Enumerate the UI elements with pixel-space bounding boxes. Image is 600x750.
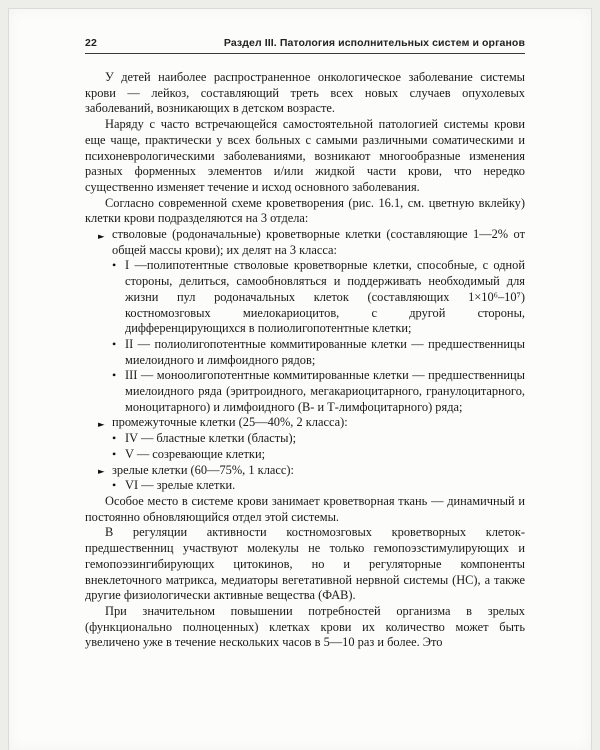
list-item-text: зрелые клетки (60—75%, 1 класс): [112,462,294,477]
dot-bullet-icon: • [112,336,117,351]
header-rule [85,53,525,54]
dot-bullet-icon: • [112,431,117,446]
list-item [85,431,525,447]
list-item [85,415,525,431]
dot-bullet-icon: • [112,368,117,383]
page-content [9,9,591,651]
page-number: 22 [85,37,97,49]
running-title: Раздел III. Патология исполнительных систем и органов [223,37,525,49]
paragraph: В регуляции активности костномозговых кроветворных клеток-предшественниц участвуют молекулы не только гемопоэзстимулирующих и гемопоэзингибирующих цитокинов, но и регуляторные компоненты внеклеточного матрикса, медиаторы вегетативной нервной системы (НС), а также другие физиологически активные вещества (ФАВ). [85,525,525,603]
list-item-text: промежуточные клетки (25—40%, 2 класса): [112,415,348,430]
list-item [85,258,525,337]
paragraph: Особое место в системе крови занимает кроветворная ткань — динамичный и постоянно обновляющийся отдел этой системы. [85,493,525,524]
list-item [85,337,525,368]
list-item-text: V — созревающие клетки; [125,446,266,461]
dot-bullet-icon: • [112,258,117,273]
book-page [8,8,592,750]
list-item-text: II — полиолигопотентные коммитированные клетки — предшественницы миелоидного и лимфоидного рядов; [125,336,525,367]
list-item-text: стволовые (родоначальные) кроветворные клетки (составляющие 1—2% от общей массы крови); их делят на 3 класса: [112,227,525,257]
paragraph: Наряду с часто встречающейся самостоятельной патологией системы крови еще чаще, практически у всех больных с самыми различными соматическими и психоневрологическими заболеваниями, возникают многообразные изменения разных форменных элементов и/или жидкой части крови, что нередко существенно изменяет течение и исход основного заболевания. [85,117,525,194]
paragraph: При значительном повышении потребностей организма в зрелых (функционально полноценных) клетках крови их количество может быть увеличено уже в течение нескольких часов в 5—10 раз и более. Это [85,603,525,650]
list-item [85,227,525,258]
list-item [85,447,525,463]
list-item-text: I —полипотентные стволовые кроветворные клетки, способные, с одной стороны, делиться, самообновляться и поддерживать необходимый для жизни пул родоначальных клеток (составляющих 1×10⁶–10⁷) костномозговых миелокариоцитов, с другой стороны, дифференцирующихся в полиолигопотентные клетки; [125,258,525,336]
page-body [85,70,525,651]
dot-bullet-icon: • [112,478,117,493]
dot-bullet-icon: • [112,446,117,461]
list-item [85,463,525,479]
triangle-bullet-icon: ► [98,231,105,242]
paragraph: У детей наиболее распространенное онкологическое заболевание системы крови — лейкоз, составляющий треть всех новых случаев опухолевых заболеваний, возникающих в детском возрасте. [85,70,525,116]
running-head [85,37,525,49]
list-item [85,368,525,415]
triangle-bullet-icon: ► [98,467,105,478]
paragraph: Согласно современной схеме кроветворения (рис. 16.1, см. цветную вклейку) клетки крови подразделяются на 3 отдела: [85,195,525,226]
list-item-text: VI — зрелые клетки. [125,478,236,493]
triangle-bullet-icon: ► [98,419,105,430]
list-item-text: IV — бластные клетки (бласты); [125,431,297,446]
list-item [85,478,525,494]
list-item-text: III — моноолигопотентные коммитированные клетки — предшественницы миелоидного ряда (эритроидного, мегакариоцитарного, гранулоцитарного, моноцитарного) и лимфоидного (В- и Т-лимфоцитарного) ряда; [125,368,525,414]
